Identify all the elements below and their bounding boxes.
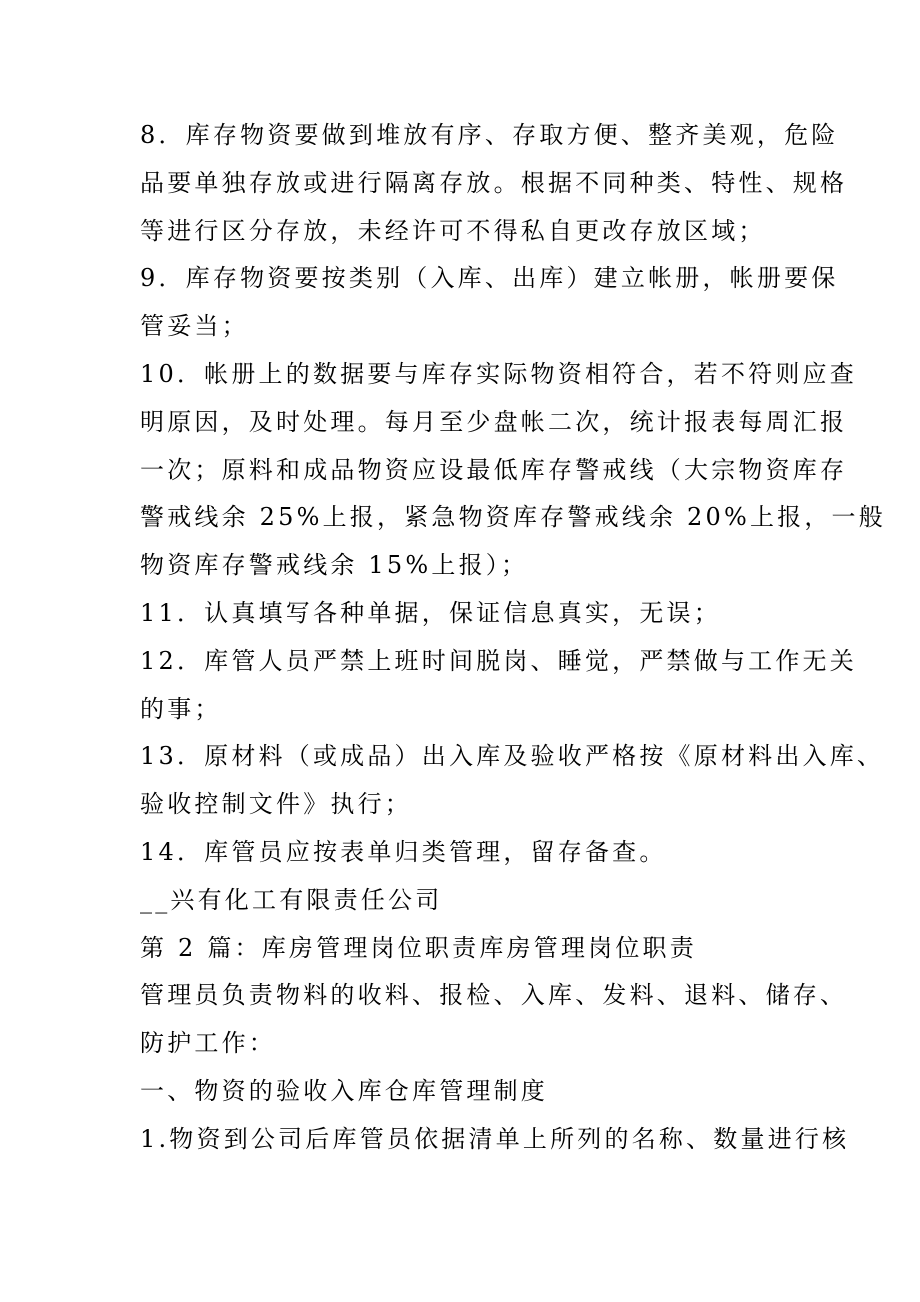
text-line: 的事； [140, 694, 222, 723]
text-line: 明原因，及时处理。每月至少盘帐二次，统计报表每周汇报 [140, 407, 848, 436]
text-line: 管理员负责物料的收料、报检、入库、发料、退料、储存、 [140, 981, 848, 1010]
text-line: 等进行区分存放，未经许可不得私自更改存放区域； [140, 216, 766, 245]
text-line: 8．库存物资要做到堆放有序、存取方便、整齐美观，危险 [140, 121, 839, 149]
text-line: 一次；原料和成品物资应设最低库存警戒线（大宗物资库存 [140, 455, 848, 484]
subsection-heading: 一、物资的验收入库仓库管理制度 [140, 1076, 548, 1105]
text-line: 1.物资到公司后库管员依据清单上所列的名称、数量进行核 [140, 1124, 850, 1153]
section-heading: 第 2 篇：库房管理岗位职责库房管理岗位职责 [140, 933, 697, 962]
text-line: 物资库存警戒线余 15%上报）； [140, 551, 529, 580]
text-line: 13．原材料（或成品）出入库及验收严格按《原材料出入库、 [140, 742, 885, 771]
document-body [140, 112, 886, 1164]
text-line: 品要单独存放或进行隔离存放。根据不同种类、特性、规格 [140, 168, 848, 197]
text-line: 10．帐册上的数据要与库存实际物资相符合，若不符则应查 [140, 359, 857, 388]
text-line: 验收控制文件》执行； [140, 790, 412, 819]
text-line: 14．库管员应按表单归类管理，留存备查。 [140, 837, 667, 866]
text-line: 管妥当； [140, 312, 249, 341]
text-line: 9．库存物资要按类别（入库、出库）建立帐册，帐册要保 [140, 264, 839, 293]
text-line: 警戒线余 25%上报，紧急物资库存警戒线余 20%上报，一般 [140, 503, 886, 532]
text-line: 12．库管人员严禁上班时间脱岗、睡觉，严禁做与工作无关 [140, 646, 857, 675]
company-name: __兴有化工有限责任公司 [140, 885, 443, 914]
text-line: 11．认真填写各种单据，保证信息真实，无误； [140, 598, 721, 627]
text-line: 防护工作： [140, 1029, 276, 1058]
